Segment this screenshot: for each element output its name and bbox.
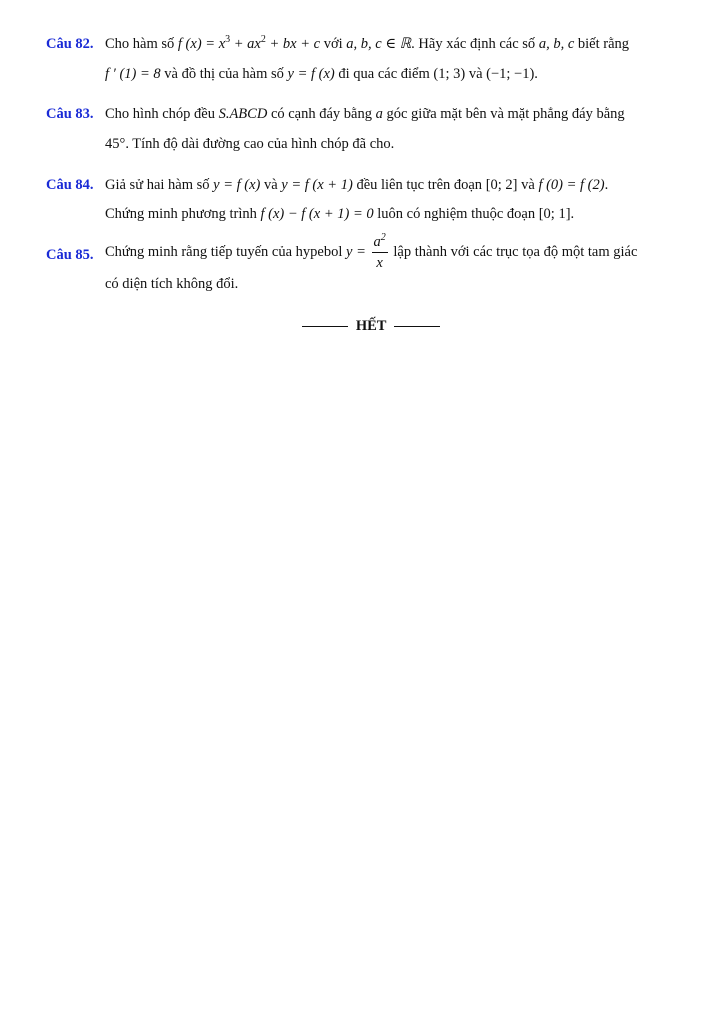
divider: [302, 326, 348, 327]
question-label: Câu 82.: [46, 36, 94, 52]
question-line: f ′ (1) = 8 và đồ thị của hàm số y = f (x) đi qua các điểm (1; 3) và (−1; −1).: [105, 66, 538, 82]
question-label: Câu 85.: [46, 247, 94, 263]
question-label: Câu 84.: [46, 177, 94, 193]
end-marker: [0, 318, 725, 335]
question-line: có diện tích không đổi.: [105, 276, 239, 292]
question-line: Cho hàm số f $(x) = x^3 + ax^2$ + bx + c với a, b, c ∈ ℝ. Hãy xác định các số a, b, c biết rằng: [105, 34, 630, 52]
end-text: HẾT: [355, 318, 387, 334]
question-line: Cho hình chóp đều S.ABCD có cạnh đáy bằng a góc giữa mặt bên và mặt phẳng đáy bằng: [105, 106, 625, 122]
question-line: Chứng minh phương trình f (x) − f (x + 1) = 0 luôn có nghiệm thuộc đoạn [0; 1].: [105, 206, 575, 222]
question-line: 45°. Tính độ dài đường cao của hình chóp đã cho.: [105, 136, 395, 152]
fraction: $\frac{a^2}{x}$: [373, 232, 386, 271]
question-line: Chứng minh rằng tiếp tuyến của hypebol y = $\frac{a^2}{x}$ lập thành với các trục tọa độ một tam giác: [105, 232, 638, 271]
question-label: Câu 83.: [46, 106, 94, 122]
question-line: Giả sử hai hàm số y = f (x) và y = f (x + 1) đều liên tục trên đoạn [0; 2] và f (0) = f (2).: [105, 177, 609, 193]
divider: [394, 326, 440, 327]
